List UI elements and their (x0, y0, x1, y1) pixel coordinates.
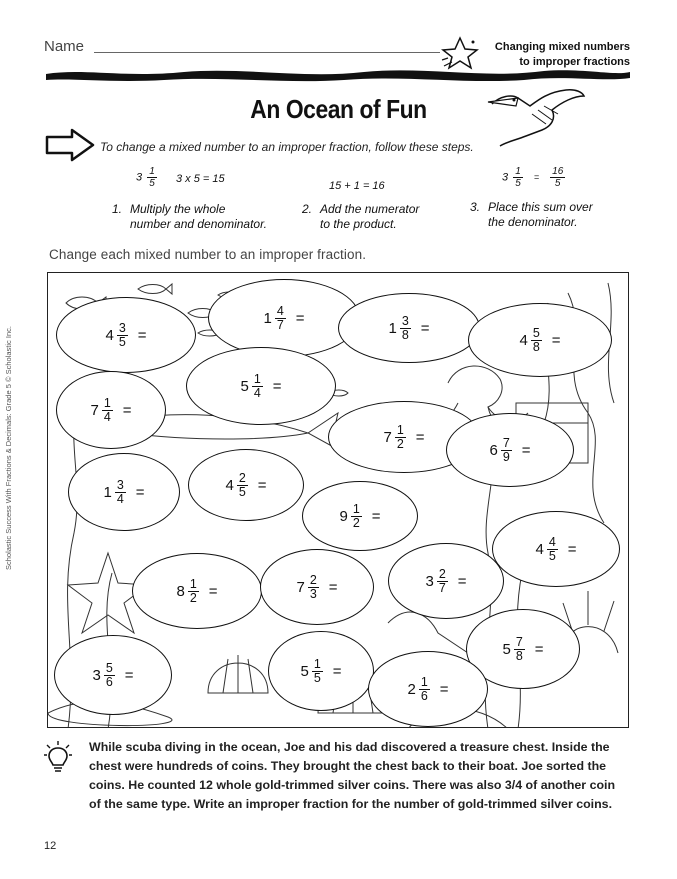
mixed-number (339, 503, 361, 530)
whole-number: 3 (92, 666, 101, 684)
whole-number: 2 (407, 680, 416, 698)
equals-sign: = (122, 401, 132, 419)
mixed-number (92, 662, 114, 689)
problem-oval[interactable] (56, 371, 166, 449)
denominator: 5 (238, 484, 246, 499)
numerator: 1 (396, 422, 404, 437)
mixed-number (90, 397, 112, 424)
problem-oval[interactable] (260, 549, 374, 625)
problem-oval[interactable] (468, 303, 612, 377)
step-text (130, 202, 267, 232)
example-result (502, 166, 567, 189)
equals-sign: = (457, 572, 467, 590)
whole-number: 7 (296, 578, 305, 596)
numerator: 4 (548, 534, 556, 549)
equals-sign: = (567, 540, 577, 558)
result-whole: 3 (502, 171, 509, 184)
whole-number: 6 (489, 441, 498, 459)
fraction (275, 305, 286, 332)
equals-sign: = (332, 662, 342, 680)
step-line-2: the denominator. (488, 215, 578, 229)
example-whole: 3 (136, 171, 143, 184)
fraction (395, 424, 406, 451)
numerator: 5 (532, 325, 540, 340)
problem-oval[interactable] (54, 635, 172, 715)
denominator: 2 (396, 436, 404, 451)
numerator: 2 (238, 470, 246, 485)
fraction (351, 503, 362, 530)
problem-oval[interactable] (268, 631, 374, 711)
whole-number: 4 (225, 476, 234, 494)
mixed-number (519, 327, 541, 354)
mixed-number (407, 676, 429, 703)
whole-number: 1 (263, 309, 272, 327)
fraction (188, 578, 199, 605)
equals-sign: = (257, 476, 267, 494)
problem-oval[interactable] (338, 293, 480, 363)
step-text (488, 200, 593, 230)
brush-stroke-divider (44, 64, 632, 84)
result-mixed-fraction (513, 166, 523, 189)
denominator: 8 (401, 327, 409, 342)
whole-number: 3 (425, 572, 434, 590)
denominator: 6 (420, 688, 428, 703)
improper-numerator: 16 (552, 166, 564, 177)
problem-oval[interactable] (56, 297, 196, 373)
example-fraction (147, 166, 157, 189)
topic-line-2: to improper fractions (519, 56, 630, 68)
step-number: 3. (470, 200, 481, 214)
equals-sign: = (328, 578, 338, 596)
name-label: Name (44, 38, 85, 55)
step-line-1: Place this sum over (488, 200, 593, 214)
mixed-number (535, 536, 557, 563)
equals-sign: = (415, 428, 425, 446)
mixed-number (300, 658, 322, 685)
mixed-number (225, 472, 247, 499)
denominator: 8 (532, 339, 540, 354)
numerator: 2 (438, 566, 446, 581)
result-denominator: 5 (515, 178, 521, 189)
denominator: 4 (103, 409, 111, 424)
mixed-number (263, 305, 285, 332)
name-line[interactable] (94, 52, 440, 53)
step-number: 1. (112, 202, 123, 216)
equals-sign: = (439, 680, 449, 698)
whole-number: 5 (240, 377, 249, 395)
denominator: 4 (253, 385, 261, 400)
page-number: 12 (44, 840, 57, 852)
lightbulb-icon (44, 740, 72, 774)
denominator: 9 (502, 449, 510, 464)
mixed-number (388, 315, 410, 342)
step-line-1: Multiply the whole (130, 202, 226, 216)
numerator: 3 (401, 313, 409, 328)
numerator: 1 (103, 395, 111, 410)
step-line-1: Add the numerator (320, 202, 420, 216)
numerator: 3 (116, 477, 124, 492)
mixed-number (240, 373, 262, 400)
whole-number: 1 (388, 319, 397, 337)
denominator: 5 (118, 334, 126, 349)
fraction (102, 397, 113, 424)
problem-oval[interactable] (446, 413, 574, 487)
denominator: 6 (105, 674, 113, 689)
example-denominator: 5 (149, 178, 155, 189)
numerator: 7 (515, 634, 523, 649)
topic-line-1: Changing mixed numbers (494, 41, 630, 53)
step-2 (302, 202, 462, 234)
numerator: 2 (309, 572, 317, 587)
equals-sign: = (371, 507, 381, 525)
fraction (252, 373, 263, 400)
problem-oval[interactable] (388, 543, 504, 619)
equals-sign: = (124, 666, 134, 684)
fraction (514, 636, 525, 663)
numerator: 1 (253, 371, 261, 386)
step-3 (470, 200, 630, 232)
numerator: 3 (118, 320, 126, 335)
denominator: 2 (352, 515, 360, 530)
example-mixed-number (136, 166, 159, 189)
fraction (547, 536, 558, 563)
mixed-number (489, 437, 511, 464)
result-equals: = (533, 172, 540, 183)
instruction-text: Change each mixed number to an improper fraction. (49, 247, 367, 262)
problem-oval[interactable] (368, 651, 488, 727)
fraction (117, 322, 128, 349)
fraction (531, 327, 542, 354)
equals-sign: = (137, 326, 147, 344)
result-improper-fraction (550, 166, 565, 189)
step-text (320, 202, 419, 232)
equals-sign: = (272, 377, 282, 395)
denominator: 5 (313, 670, 321, 685)
fraction (308, 574, 319, 601)
mixed-number (502, 636, 524, 663)
numerator: 1 (420, 674, 428, 689)
equals-sign: = (521, 441, 531, 459)
fraction (312, 658, 323, 685)
equals-sign: = (420, 319, 430, 337)
denominator: 8 (515, 648, 523, 663)
denominator: 2 (189, 590, 197, 605)
problem-oval[interactable] (208, 279, 360, 357)
mixed-number (383, 424, 405, 451)
result-numerator: 1 (515, 166, 521, 177)
equals-sign: = (551, 331, 561, 349)
step-line-2: to the product. (320, 217, 397, 231)
denominator: 3 (309, 586, 317, 601)
equals-sign: = (534, 640, 544, 658)
whole-number: 9 (339, 507, 348, 525)
example-numerator: 1 (149, 166, 155, 177)
step-number: 2. (302, 202, 313, 216)
mixed-number (103, 479, 125, 506)
problem-oval[interactable] (132, 553, 262, 629)
fraction (419, 676, 430, 703)
fraction (501, 437, 512, 464)
mixed-number (296, 574, 318, 601)
denominator: 5 (548, 548, 556, 563)
mixed-number (425, 568, 447, 595)
word-problem-text: While scuba diving in the ocean, Joe and his dad discovered a treasure chest. Inside the chest were hundreds of coins. They brought the chest back to their boat. Joe sorted the coins. He counted 12 whole gold-trimmed silver coins. There was also 3/4 of another coin of the same type. Write an improper fraction for the number of gold-trimmed silver coins. (89, 740, 616, 811)
problem-oval[interactable] (188, 449, 304, 521)
problem-oval[interactable] (302, 481, 418, 551)
problem-oval[interactable] (186, 347, 336, 425)
step-line-2: number and denominator. (130, 217, 267, 231)
example-add: 15 + 1 = 16 (329, 180, 385, 192)
equals-sign: = (295, 309, 305, 327)
problem-oval[interactable] (68, 453, 180, 531)
numerator: 1 (189, 576, 197, 591)
improper-denominator: 5 (554, 178, 561, 189)
denominator: 4 (116, 491, 124, 506)
whole-number: 8 (176, 582, 185, 600)
fraction (437, 568, 448, 595)
ocean-scene (47, 272, 629, 728)
numerator: 1 (313, 656, 321, 671)
fraction (115, 479, 126, 506)
whole-number: 5 (300, 662, 309, 680)
problem-oval[interactable] (492, 511, 620, 587)
equals-sign: = (208, 582, 218, 600)
side-credit: Scholastic Success With Fractions & Decimals: Grade 5 © Scholastic Inc. (4, 326, 13, 570)
example-multiply: 3 x 5 = 15 (176, 173, 225, 185)
numerator: 1 (352, 501, 360, 516)
numerator: 4 (276, 303, 284, 318)
whole-number: 5 (502, 640, 511, 658)
arrow-icon (44, 128, 96, 162)
mixed-number (176, 578, 198, 605)
whole-number: 4 (519, 331, 528, 349)
numerator: 5 (105, 660, 113, 675)
intro-text: To change a mixed number to an improper fraction, follow these steps. (100, 140, 474, 154)
pelican-icon (486, 84, 586, 148)
denominator: 7 (276, 317, 284, 332)
denominator: 7 (438, 580, 446, 595)
mixed-number (105, 322, 127, 349)
whole-number: 4 (535, 540, 544, 558)
fraction (237, 472, 248, 499)
whole-number: 4 (105, 326, 114, 344)
equals-sign: = (135, 483, 145, 501)
page-title: An Ocean of Fun (250, 94, 427, 124)
fraction (400, 315, 411, 342)
whole-number: 7 (90, 401, 99, 419)
fraction (104, 662, 115, 689)
whole-number: 1 (103, 483, 112, 501)
numerator: 7 (502, 435, 510, 450)
whole-number: 7 (383, 428, 392, 446)
step-1 (112, 202, 292, 234)
